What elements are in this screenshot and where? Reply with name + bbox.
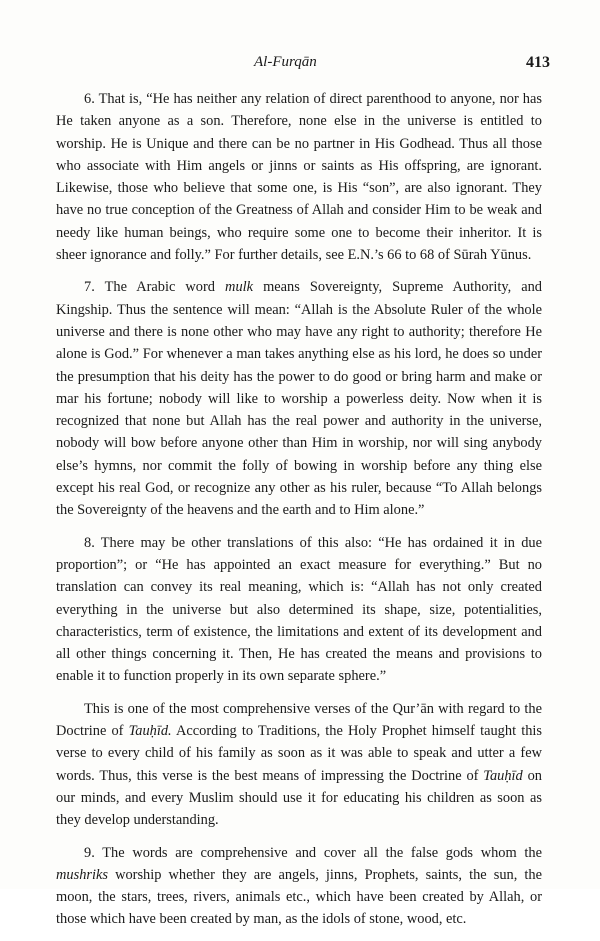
text-segment: means Sovereignty, Supreme Authority, and Kingship. Thus the sentence will mean: “Allah is the Absolute Ruler of the whole universe and there is none other who may have any right to authority; therefore He alone is God.” For whenever a man takes anything else as his lord, he does so under the presumption that his deity has the power to do good or bring harm and make or mar his fortune; nobody will like to worship a powerless deity. Now when it is recognized that none but Allah has the real power and authority in the universe, nobody will bow before anyone other than Him in worship, nor will sing anybody else’s hymns, nor commit the folly of bowing in worship before any thing else except his real God, or recognize any other as his ruler, because “To Allah belongs the Sovereignty of the heavens and the earth and to Him alone.” <box>56 279 543 519</box>
text-segment: 8. There may be other translations of this also: “He has ordained it in due proportion”; or “He has appointed an exact measure for everything.” But no translation can convey its real meaning, which is: “Allah has not only created everything in the universe but also determined its shape, size, potentialities, characteristics, term of existence, the limitations and extent of its development and all other things concerning it. Then, He has created the means and provisions to enable it to function properly in its own separate sphere.” <box>56 534 542 685</box>
italic-term: mulk <box>225 279 254 296</box>
note-9 <box>56 842 542 931</box>
running-title: Al-Furqān <box>254 54 317 70</box>
page-body <box>56 88 542 941</box>
note-8 <box>56 532 542 688</box>
text-segment: 6. That is, “He has neither any relation of direct parenthood to anyone, nor has He taken anyone as a son. Therefore, none else in the universe is entitled to worship. He is Unique and there can be no partner in His Godhead. Thus all those who associate with Him angels or jinns or saints as His offspring, are ignorant. Likewise, those who believe that some one, is His “son”, are also ignorant. They have no true conception of the Greatness of Allah and consider Him to be weak and needy like human beings, who require some one to become their inheritor. It is sheer ignorance and folly.” For further details, see E.N.’s 66 to 68 of Sūrah Yūnus. <box>56 91 542 264</box>
text-segment: According to Traditions, the Holy Prophet himself taught this verse to every child of his family as soon as it was able to speak and utter a few words. Thus, this verse is the best means of impressing the Doctrine of <box>56 723 542 784</box>
page-number: 413 <box>526 54 550 71</box>
text-segment: on our minds, and every Muslim should use it for educating his children as soon as they develop understanding. <box>56 767 542 829</box>
note-6 <box>56 88 542 266</box>
text-segment: 9. The words are comprehensive and cover all the false gods whom the <box>84 844 542 861</box>
page-header <box>0 54 600 76</box>
text-segment: This is one of the most comprehensive verses of the Qur’ān with regard to the Doctrine of <box>56 700 542 740</box>
italic-term: mushriks <box>56 866 108 883</box>
text-segment: 7. The Arabic word <box>84 279 226 296</box>
note-7 <box>56 276 542 521</box>
note-8-continuation <box>56 698 542 832</box>
italic-term: Tauḥīd <box>483 767 523 784</box>
text-segment: worship whether they are angels, jinns, Prophets, saints, the sun, the moon, the stars, trees, rivers, animals etc., which have been created by Allah, or those which have been created by man, as the idols of stone, wood, etc. <box>56 866 542 928</box>
italic-term: Tauḥīd. <box>128 723 172 740</box>
